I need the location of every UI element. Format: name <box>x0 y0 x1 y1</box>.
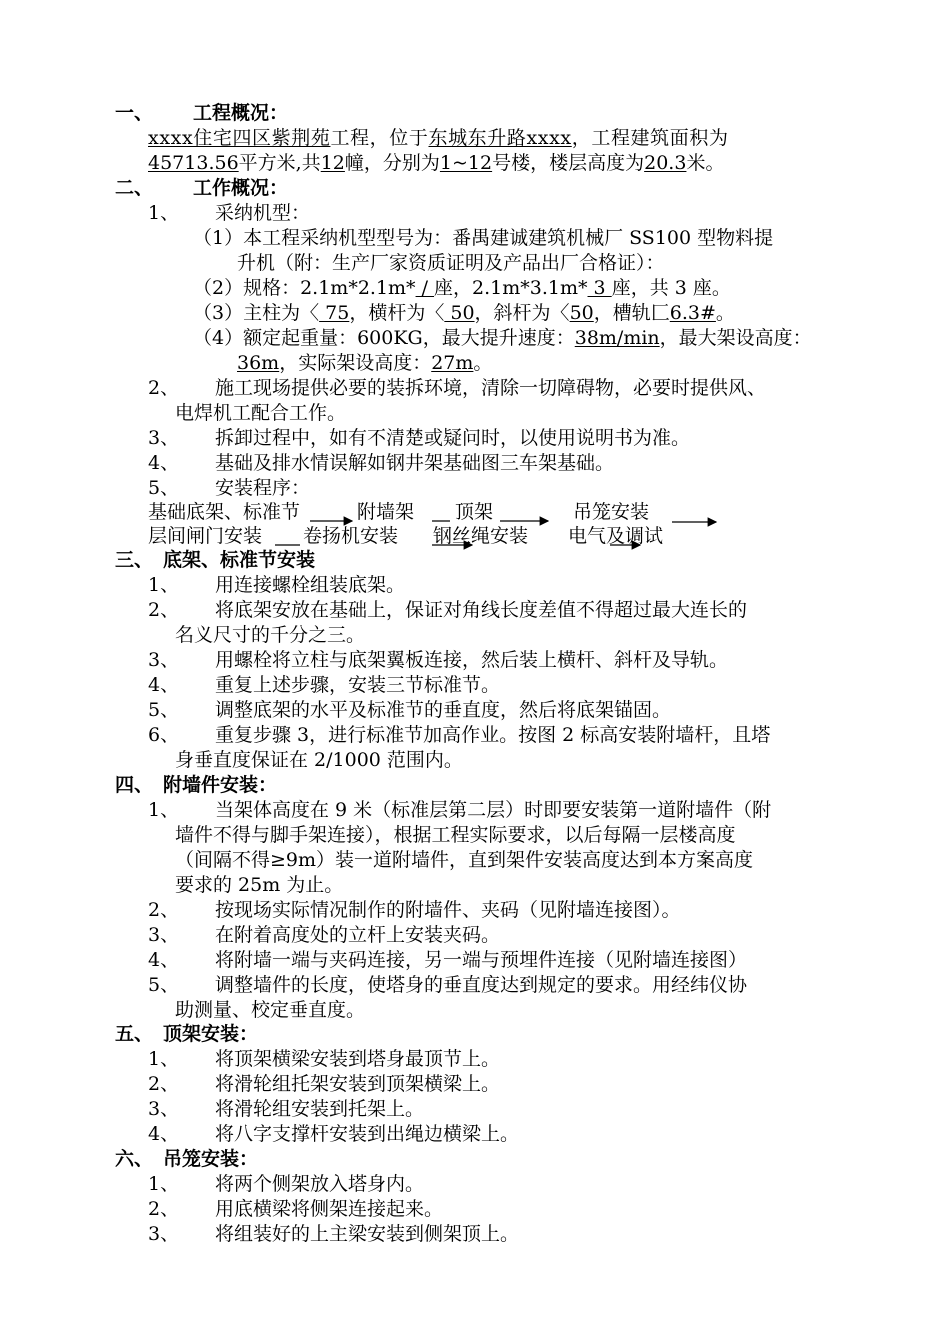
project-address: 东城东升路xxxx <box>428 127 572 149</box>
list-item-text: 重复步骤 3，进行标准节加高作业。按图 2 标高安装附墙杆，且塔 <box>215 724 771 746</box>
spec-line <box>193 276 731 300</box>
text: ，斜杆为〈 <box>474 302 570 324</box>
building-count: 12 <box>320 152 345 174</box>
text: 幢，分别为 <box>344 152 440 174</box>
section-number: 一、 <box>115 102 154 124</box>
list-item-text: 电焊机工配合工作。 <box>175 402 347 424</box>
text: （2）规格：2.1m*2.1m* <box>193 277 416 299</box>
list-item-text: 采纳机型： <box>215 202 311 224</box>
item-number: 2、 <box>148 899 180 921</box>
item-number: 1、 <box>148 1173 180 1195</box>
project-name: xxxx住宅四区紫荆苑 <box>148 127 331 149</box>
spec-line <box>193 301 735 325</box>
section-number: 二、 <box>115 177 154 199</box>
list-item-text: 将八字支撑杆安装到出绳边横梁上。 <box>215 1123 520 1145</box>
building-range: 1~12 <box>439 152 493 174</box>
item-number: 2、 <box>148 1073 180 1095</box>
item-number: 1、 <box>148 1048 180 1070</box>
paragraph-line <box>148 151 724 175</box>
flow-step: 基础底架、标准节 <box>148 501 301 523</box>
spec-line <box>237 351 492 375</box>
text: ，横杆为〈 <box>349 302 445 324</box>
item-number: 5、 <box>148 477 180 499</box>
text: 工程，位于 <box>330 127 429 149</box>
item-number: 6、 <box>148 724 180 746</box>
section-number: 四、 <box>115 774 154 796</box>
list-item-text: 基础及排水情误解如钢井架基础图三车架基础。 <box>215 452 615 474</box>
text: （3）主柱为〈 <box>193 302 320 324</box>
item-number: 3、 <box>148 1098 180 1120</box>
list-item-text: 墙件不得与脚手架连接），根据工程实际要求，以后每隔一层楼高度 <box>175 824 736 846</box>
flow-step: 附墙架 <box>357 501 415 523</box>
item-number: 3、 <box>148 924 180 946</box>
section-heading-2 <box>115 176 288 200</box>
text: ，工程建筑面积为 <box>571 127 729 149</box>
section-heading-3 <box>115 548 315 572</box>
item-number: 1、 <box>148 202 180 224</box>
section-number: 五、 <box>115 1023 154 1045</box>
section-number: 三、 <box>115 549 154 571</box>
flow-step: 顶架 <box>455 501 494 523</box>
item-number: 2、 <box>148 377 180 399</box>
list-item-text: 在附着高度处的立杆上安装夹码。 <box>215 924 501 946</box>
list-item-text: 将两个侧架放入塔身内。 <box>215 1173 425 1195</box>
item-number: 1、 <box>148 574 180 596</box>
value: 3 <box>587 277 612 299</box>
list-item-text: 将滑轮组安装到托架上。 <box>215 1098 425 1120</box>
list-item-text: 将顶架横梁安装到塔身最顶节上。 <box>215 1048 501 1070</box>
item-number: 4、 <box>148 949 180 971</box>
spec-line: 升机（附：生产厂家资质证明及产品出厂合格证）： <box>237 252 665 274</box>
section-title: 吊笼安装： <box>163 1148 259 1170</box>
spec-line: （1）本工程采纳机型型号为：番禺建诚建筑机械厂 SS100 型物料提 <box>193 227 774 249</box>
value: 50 <box>444 302 475 324</box>
spec-line <box>193 326 812 350</box>
text: 号楼，楼层高度为 <box>492 152 645 174</box>
list-item-text: 当架体高度在 9 米（标准层第二层）时即要安装第一道附墙件（附 <box>215 799 772 821</box>
flow-step: 吊笼安装 <box>573 501 650 523</box>
section-heading-6 <box>115 1147 258 1171</box>
section-number: 六、 <box>115 1148 154 1170</box>
flow-step: 电气及调试 <box>568 525 664 547</box>
section-heading-4 <box>115 773 277 797</box>
building-area: 45713.56 <box>148 152 239 174</box>
text: （4）额定起重量：600KG，最大提升速度： <box>193 327 575 349</box>
text: ，最大架设高度： <box>659 327 812 349</box>
text: 。 <box>715 302 735 324</box>
value: 6.3# <box>669 302 716 324</box>
paragraph-line <box>148 126 729 150</box>
list-item-text: 名义尺寸的千分之三。 <box>175 624 366 646</box>
item-number: 1、 <box>148 799 180 821</box>
text: 座，共 3 座。 <box>611 277 731 299</box>
floor-height: 20.3 <box>644 152 687 174</box>
value: 38m/min <box>574 327 660 349</box>
text: 座，2.1m*3.1m* <box>434 277 588 299</box>
flow-step: 层间闸门安装 <box>148 525 263 547</box>
item-number: 3、 <box>148 427 180 449</box>
section-heading-1 <box>115 101 288 125</box>
section-heading-5 <box>115 1022 258 1046</box>
list-item-text: 拆卸过程中，如有不清楚或疑问时，以使用说明书为准。 <box>215 427 691 449</box>
text: 。 <box>473 352 493 374</box>
list-item-text: 调整墙件的长度，使塔身的垂直度达到规定的要求。用经纬仪协 <box>215 974 748 996</box>
list-item-text: 将组装好的上主梁安装到侧架顶上。 <box>215 1223 520 1245</box>
list-item <box>148 201 179 225</box>
flow-step: 钢丝绳安装 <box>433 525 529 547</box>
list-item-text: 用螺栓将立柱与底架翼板连接，然后装上横杆、斜杆及导轨。 <box>215 649 729 671</box>
list-item-text: 重复上述步骤，安装三节标准节。 <box>215 674 501 696</box>
item-number: 3、 <box>148 649 180 671</box>
item-number: 4、 <box>148 1123 180 1145</box>
value: 27m <box>431 352 474 374</box>
item-number: 2、 <box>148 599 180 621</box>
item-number: 2、 <box>148 1198 180 1220</box>
text: ，槽轨匚 <box>593 302 670 324</box>
list-item-text: 安装程序： <box>215 477 311 499</box>
text: 平方米,共 <box>238 152 321 174</box>
item-number: 4、 <box>148 674 180 696</box>
list-item-text: 助测量、校定垂直度。 <box>175 999 366 1021</box>
section-title: 底架、标准节安装 <box>163 549 316 571</box>
list-item-text: 按现场实际情况制作的附墙件、夹码（见附墙连接图）。 <box>215 899 681 921</box>
section-title: 工作概况： <box>193 177 289 199</box>
value: 50 <box>569 302 594 324</box>
item-number: 3、 <box>148 1223 180 1245</box>
item-number: 5、 <box>148 699 180 721</box>
text: 米。 <box>686 152 725 174</box>
list-item-text: 用连接螺栓组装底架。 <box>215 574 406 596</box>
text: ，实际架设高度： <box>279 352 432 374</box>
list-item-text: 将底架安放在基础上，保证对角线长度差值不得超过最大连长的 <box>215 599 748 621</box>
item-number: 4、 <box>148 452 180 474</box>
section-title: 顶架安装： <box>163 1023 259 1045</box>
list-item-text: 施工现场提供必要的装拆环境，清除一切障碍物，必要时提供风、 <box>215 377 767 399</box>
flow-step: 卷扬机安装 <box>303 525 399 547</box>
list-item-text: （间隔不得≥9m）装一道附墙件，直到架件安装高度达到本方案高度 <box>175 849 754 871</box>
list-item-text: 将附墙一端与夹码连接，另一端与预埋件连接（见附墙连接图） <box>215 949 748 971</box>
list-item-text: 要求的 25m 为止。 <box>175 874 344 896</box>
list-item-text: 身垂直度保证在 2/1000 范围内。 <box>175 749 463 771</box>
list-item-text: 将滑轮组托架安装到顶架横梁上。 <box>215 1073 501 1095</box>
item-number: 5、 <box>148 974 180 996</box>
value: / <box>415 277 435 299</box>
value: 75 <box>319 302 350 324</box>
value: 36m <box>237 352 280 374</box>
section-title: 工程概况： <box>193 102 289 124</box>
section-title: 附墙件安装： <box>163 774 278 796</box>
list-item-text: 调整底架的水平及标准节的垂直度，然后将底架锚固。 <box>215 699 672 721</box>
list-item-text: 用底横梁将侧架连接起来。 <box>215 1198 444 1220</box>
